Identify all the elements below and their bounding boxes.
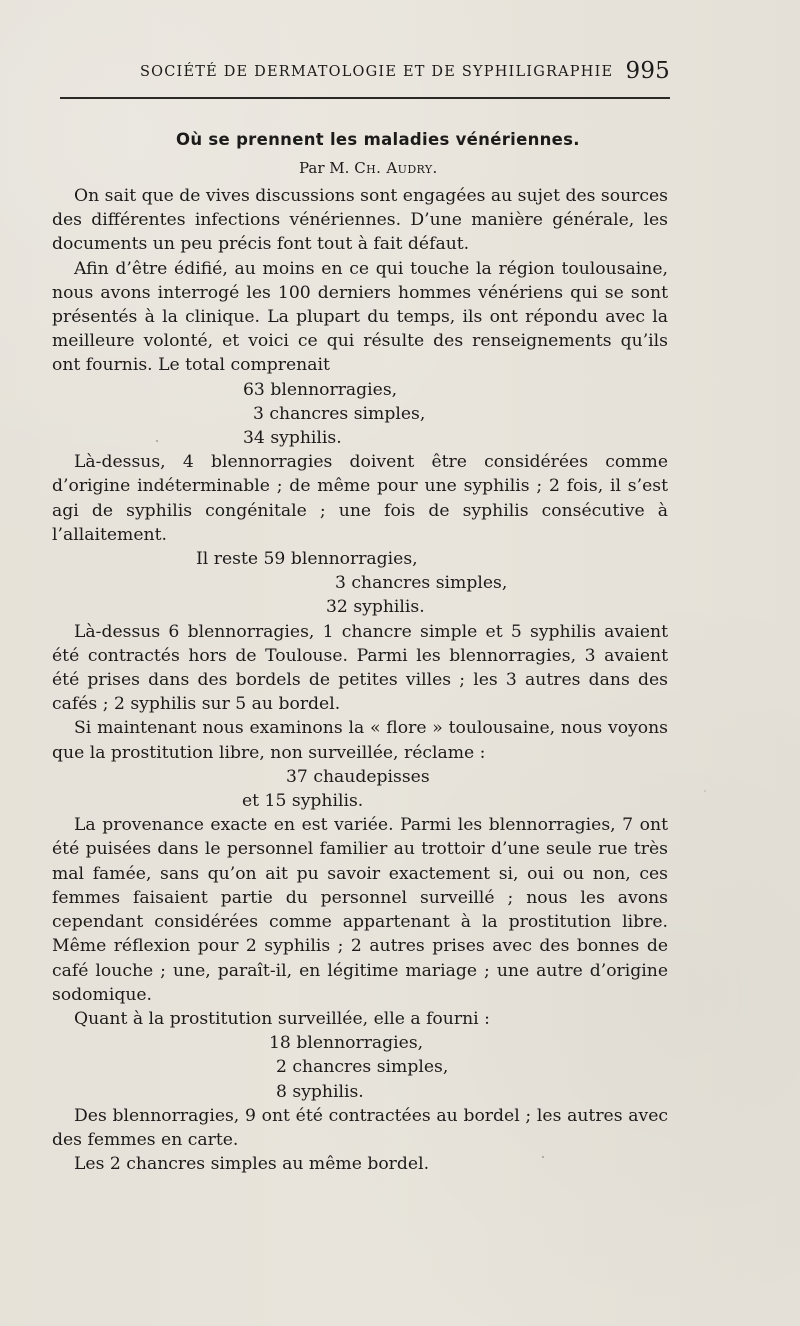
list-item: 37 chaudepisses <box>286 766 430 787</box>
list-item: 3 chancres simples, <box>253 403 426 424</box>
paper-speck <box>542 1156 544 1158</box>
article-byline <box>299 159 438 177</box>
free-prostitution-list <box>52 765 668 813</box>
list-item: 8 syphilis. <box>276 1081 364 1102</box>
list-item: 34 syphilis. <box>243 428 342 449</box>
running-header <box>60 58 670 92</box>
remaining-case-list <box>52 547 668 620</box>
paper-speck <box>156 440 158 442</box>
paragraph-method: Afin d’être édifié, au moins en ce qui touche la région toulousaine, nous avons interrogé les 100 derniers hommes vénériens qui se sont présentés à la clinique. La plupart du temps, ils ont répondu avec la meilleure volonté, et voici ce qui résulte des renseignements qu’ils ont fournis. Le total comprenait <box>52 258 668 376</box>
header-rule <box>60 97 670 99</box>
paragraph-indeterminate: Là-dessus, 4 blennorragies doivent être considérées comme d’origine indéterminable ; de même pour une syphilis ; 2 fois, il s’est agi de syphilis congénitale ; une fois de syphilis consécutive à l’allaitement. <box>52 452 668 545</box>
byline-author: Ch. Audry. <box>354 159 438 177</box>
paragraph-sources: On sait que de vives discussions sont engagées au sujet des sources des différentes infections vénériennes. D’une manière générale, les documents un peu précis font tout à fait défaut. <box>52 186 668 255</box>
supervised-prostitution-list <box>52 1031 668 1104</box>
page-number: 995 <box>625 58 670 84</box>
list-item: et 15 syphilis. <box>242 791 364 812</box>
paragraph-provenance: La provenance exacte en est variée. Parmi les blennorragies, 7 ont été puisées dans le personnel familier au trottoir d’une seule rue très mal famée, sans qu’on ait pu savoir exactement si, oui ou non, ces femmes faisaient partie du personnel surveillé ; nous les avons cependant considérées comme appartenant à la prostitution libre. Même réflexion pour 2 syphilis ; 2 autres prises avec des bonnes de café louche ; une, paraît-il, en légitime mariage ; une autre d’origine sodomique. <box>52 815 668 1005</box>
paragraph-chancres: Les 2 chancres simples au même bordel. <box>74 1154 430 1175</box>
list-item: 18 blennorragies, <box>269 1033 424 1054</box>
article-body <box>52 184 668 1176</box>
paragraph-bordel: Des blennorragies, 9 ont été contractées au bordel ; les autres avec des femmes en carte. <box>52 1105 668 1150</box>
paragraph-supervised-prostitution: Quant à la prostitution surveillée, elle a fourni : <box>74 1008 490 1029</box>
article-title: Où se prennent les maladies vénériennes. <box>176 130 580 149</box>
running-title: SOCIÉTÉ DE DERMATOLOGIE ET DE SYPHILIGRAPHIE <box>140 64 614 80</box>
list-item: 32 syphilis. <box>326 597 425 618</box>
paragraph-outside-toulouse: Là-dessus 6 blennorragies, 1 chancre simple et 5 syphilis avaient été contractés hors de Toulouse. Parmi les blennorragies, 3 avaient été prises dans des bordels de petites villes ; les 3 autres dans des cafés ; 2 syphilis sur 5 au bordel. <box>52 621 668 715</box>
list-item: Il reste 59 blennorragies, <box>196 549 418 570</box>
paragraph-free-prostitution: Si maintenant nous examinons la « flore » toulousaine, nous voyons que la prostitution libre, non surveillée, réclame : <box>52 718 668 763</box>
list-item: 3 chancres simples, <box>335 573 508 594</box>
list-item: 2 chancres simples, <box>276 1057 449 1078</box>
list-item: 63 blennorragies, <box>243 379 398 400</box>
byline-prefix: Par M. <box>299 159 350 177</box>
total-case-list <box>52 378 668 451</box>
paper-speck <box>704 790 706 792</box>
